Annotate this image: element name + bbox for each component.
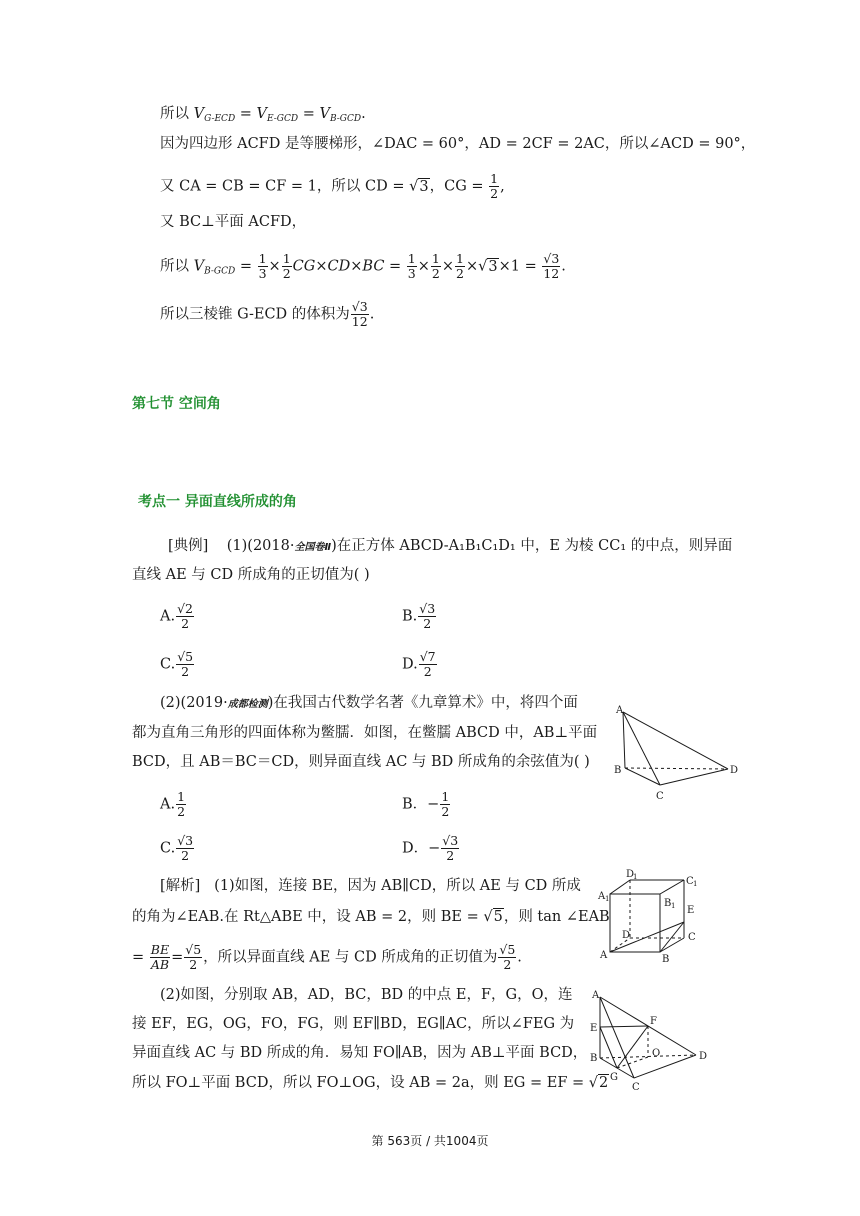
ex1-option-d[interactable]: D. $\frac{√7}{2}$ xyxy=(402,649,436,679)
solution-p1b2: ，则 tan ∠EAB xyxy=(503,909,610,925)
cube-figure xyxy=(596,866,716,966)
kaodian-title: 考点一 异面直线所成的角 xyxy=(138,494,297,510)
ex2-option-c[interactable]: C. $\frac{√3}{2}$ xyxy=(160,833,194,863)
example-tag: [典例] xyxy=(168,538,209,554)
tetrahedron-figure xyxy=(608,700,748,806)
example2-text-a: )在我国古代数学名著《九章算术》中，将四个面 xyxy=(267,695,578,711)
svg-text:A: A xyxy=(616,705,624,716)
proof-line-1: 所以 $V_{G-ECD} = V_{E-GCD} = V_{B-GCD}$. xyxy=(160,106,366,124)
solution-p1c-b: ，所以异面直线 AE 与 CD 所成角的正切值为 xyxy=(203,949,498,966)
ex1-option-b[interactable]: B. $\frac{√3}{2}$ xyxy=(402,601,436,631)
ex2-option-b-label: B．− xyxy=(402,796,440,813)
solution-p1a: (1)如图，连接 BE，因为 AB∥CD，所以 AE 与 CD 所成 xyxy=(214,878,581,894)
proof-line-6: 所以三棱锥 G-ECD 的体积为 $\frac{√3}{12}$ . xyxy=(160,299,375,329)
ex1-option-c-label: C. xyxy=(160,656,176,673)
svg-text:D: D xyxy=(699,1051,708,1062)
solution-p2d: 所以 FO⊥平面 BCD，所以 FO⊥OG，设 AB = 2a，则 EG = EF = xyxy=(132,1075,589,1091)
svg-text:C: C xyxy=(656,791,664,802)
proof-line-3: 又 CA = CB = CF = 1，所以 CD = √3，CG = $\frac{1}{2}$ , xyxy=(160,171,505,201)
proof-line-2: 因为四边形 ACFD 是等腰梯形，∠DAC = 60°，AD = 2CF = 2AC，所以∠ACD = 90°， xyxy=(160,136,756,152)
svg-text:D: D xyxy=(730,765,739,776)
solution-line-7: 所以 FO⊥平面 BCD，所以 FO⊥OG，设 AB = 2a，则 EG = EF = √2 xyxy=(132,1075,609,1091)
cube-edge xyxy=(660,880,684,894)
ex1-option-b-label: B. xyxy=(402,608,418,625)
svg-text:B: B xyxy=(662,954,670,965)
example1-line-2: 直线 AE 与 CD 所成角的正切值为( ) xyxy=(132,567,370,583)
svg-text:A: A xyxy=(592,990,600,1001)
segment-ef xyxy=(600,1026,648,1027)
edge-bc xyxy=(625,768,660,785)
proof-line-4: 又 BC⊥平面 ACFD， xyxy=(160,214,307,230)
example2-num: (2)(2019· xyxy=(160,695,228,711)
ex1-option-a-label: A. xyxy=(160,608,176,625)
edge-bd-hidden xyxy=(625,768,728,769)
solution-p1b: 的角为∠EAB.在 Rt△ABE 中，设 AB = 2，则 BE = xyxy=(132,909,484,925)
svg-text:E: E xyxy=(590,1023,598,1034)
solution-line-1 xyxy=(160,875,581,897)
svg-text:A: A xyxy=(600,950,608,961)
solution-p1c-a: = xyxy=(132,949,149,966)
example1-num: (1)(2018· xyxy=(226,538,295,554)
page-footer: 第 563页 / 共1004页 xyxy=(371,1134,489,1148)
svg-text:1: 1 xyxy=(633,873,638,881)
solution-line-2: 的角为∠EAB.在 Rt△ABE 中，设 AB = 2，则 BE = √5，则 tan ∠EAB xyxy=(132,909,610,925)
example2-line-2: 都为直角三角形的四面体称为鳖臑．如图，在鳖臑 ABCD 中，AB⊥平面 xyxy=(132,725,598,741)
edge-ab xyxy=(623,712,625,768)
svg-text:C: C xyxy=(686,876,694,887)
example1-exam: 全国卷Ⅱ xyxy=(294,542,332,553)
segment-eg xyxy=(600,1027,617,1068)
svg-text:B: B xyxy=(664,898,672,909)
solution-tag: [解析] xyxy=(160,878,201,894)
ex2-option-c-label: C. xyxy=(160,840,176,857)
svg-text:1: 1 xyxy=(605,895,610,903)
midpoint-tetrahedron-figure xyxy=(586,986,716,1092)
example1-text-a: )在正方体 ABCD-A₁B₁C₁D₁ 中，E 为棱 CC₁ 的中点，则异面 xyxy=(331,538,733,554)
ex2-option-d[interactable]: D．− $\frac{√3}{2}$ xyxy=(402,833,459,863)
edge-cd xyxy=(660,769,728,785)
proof-l6-text: 所以三棱锥 G-ECD 的体积为 xyxy=(160,306,350,323)
cube-edge xyxy=(610,880,630,894)
svg-text:E: E xyxy=(687,905,695,916)
proof-l5-prefix: 所以 xyxy=(160,258,189,275)
svg-text:O: O xyxy=(652,1048,661,1059)
svg-text:C: C xyxy=(688,932,696,943)
solution-line-4: (2)如图，分别取 AB，AD，BC，BD 的中点 E，F，G，O，连 xyxy=(160,987,573,1003)
cube-front-face xyxy=(610,894,660,952)
svg-text:G: G xyxy=(610,1072,618,1083)
svg-text:D: D xyxy=(622,930,631,941)
cube-edge xyxy=(660,938,684,952)
ex2-option-a[interactable]: A. $\frac{1}{2}$ xyxy=(160,789,186,819)
ex1-option-d-label: D. xyxy=(402,656,418,673)
svg-text:D: D xyxy=(626,869,635,880)
example1-line-1 xyxy=(168,535,732,559)
edge-ad xyxy=(623,712,728,769)
solution-line-3: = $\frac{BE}{AB}$ = $\frac{√5}{2}$ ，所以异面直线 AE 与 CD 所成角的正切值为 $\frac{√5}{2}$ . xyxy=(132,942,522,972)
proof-l3-b: ，CG = xyxy=(429,178,489,195)
proof-l1-prefix: 所以 xyxy=(160,106,189,122)
edge-cd xyxy=(634,1055,696,1078)
svg-text:C: C xyxy=(632,1082,640,1092)
svg-text:B: B xyxy=(614,765,622,776)
example2-exam: 成都检测 xyxy=(227,699,268,710)
segment-fg xyxy=(617,1026,648,1068)
edge-ac xyxy=(600,997,634,1078)
proof-line-5: 所以 $V_{B-GCD}$ = $\frac{1}{3}$ × $\frac{1}{2}$ CG×CD×BC = $\frac{1}{3}$ × $\frac{1}{2}$ × $\frac{1}{2}$ ×√3×1 = $\frac{√3}{12}$ . xyxy=(160,251,566,281)
edge-ac xyxy=(623,712,660,785)
svg-text:1: 1 xyxy=(671,902,676,910)
example2-line-1 xyxy=(160,692,578,716)
svg-text:1: 1 xyxy=(693,880,698,888)
ex2-option-a-label: A. xyxy=(160,796,176,813)
svg-text:F: F xyxy=(650,1016,657,1027)
ex1-option-a[interactable]: A. $\frac{√2}{2}$ xyxy=(160,601,194,631)
ex2-option-d-label: D．− xyxy=(402,840,441,857)
ex1-option-c[interactable]: C. $\frac{√5}{2}$ xyxy=(160,649,194,679)
section-title: 第七节 空间角 xyxy=(132,396,221,412)
proof-l3-a: 又 CA = CB = CF = 1，所以 CD = xyxy=(160,178,410,195)
solution-line-6: 异面直线 AC 与 BD 所成的角．易知 FO∥AB，因为 AB⊥平面 BCD， xyxy=(132,1045,588,1061)
svg-text:A: A xyxy=(598,891,606,902)
solution-line-5: 接 EF，EG，OG，FO，FG，则 EF∥BD，EG∥AC，所以∠FEG 为 xyxy=(132,1016,575,1032)
example2-line-3: BCD，且 AB＝BC＝CD，则异面直线 AC 与 BD 所成角的余弦值为( ) xyxy=(132,754,590,770)
svg-text:B: B xyxy=(590,1053,598,1064)
ex2-option-b[interactable]: B．− $\frac{1}{2}$ xyxy=(402,789,450,819)
